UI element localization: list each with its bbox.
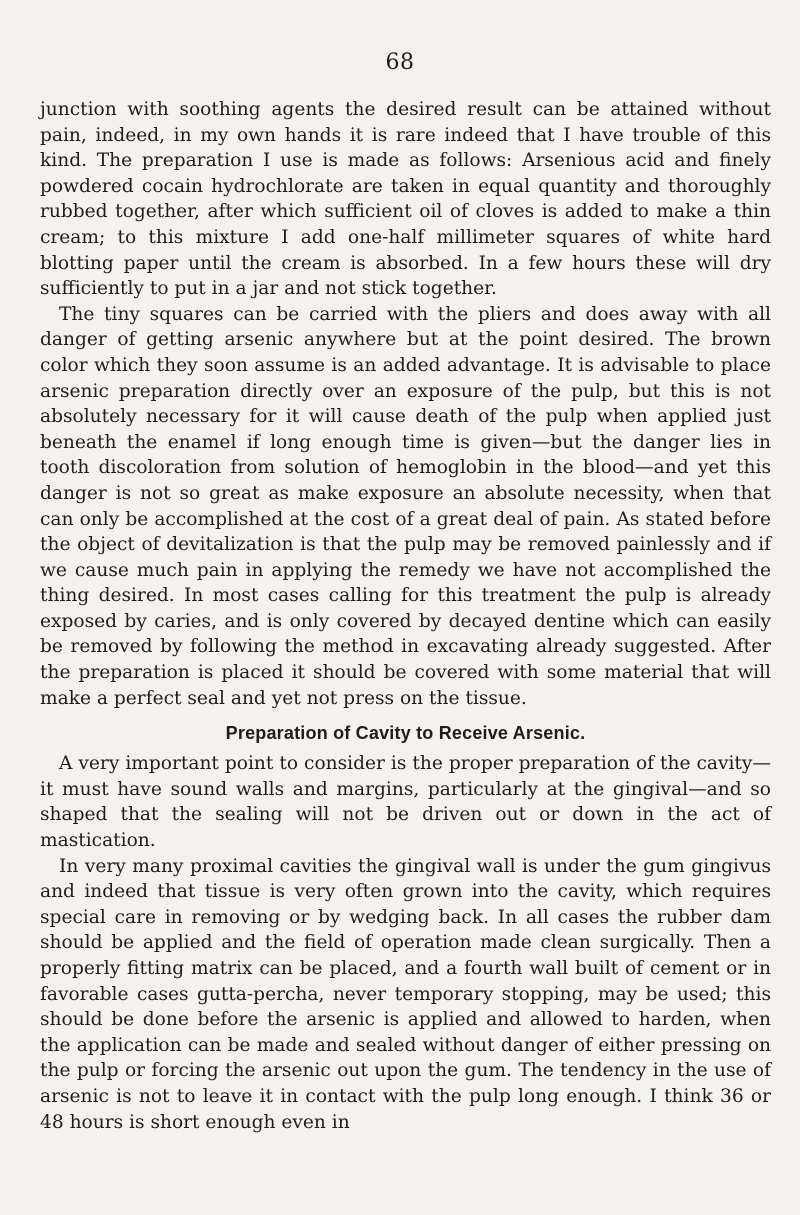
paragraph: A very important point to consider is the proper preparation of the cavity—it must have sound walls and margins, particularly at the gingival—and so shaped that the sealing will not be driven out or down in the act of mastication.	[40, 753, 771, 852]
paragraph: junction with soothing agents the desired result can be attained without pain, indeed, in my own hands it is rare indeed that I have trouble of this kind. The preparation I use is made as follows: Arsenious acid and finely powdered cocain hydrochlorate are taken in equal quantity and thoroughly rubbed together, after which sufficient oil of cloves is added to make a thin cream; to this mixture I add one-half millimeter squares of white hard blotting paper until the cream is absorbed. In a few hours these will dry sufficiently to put in a jar and not stick together.	[40, 99, 771, 300]
paragraph: In very many proximal cavities the gingival wall is under the gum gingivus and indeed that tissue is very often grown into the cavity, which requires special care in removing or by wedging back. In all cases the rubber dam should be applied and the field of operation made clean surgically. Then a properly fitting matrix can be placed, and a fourth wall built of cement or in favorable cases gutta-percha, never temporary stopping, may be used; this should be done before the arsenic is applied and allowed to harden, when the application can be made and sealed without danger of either pressing on the pulp or forcing the arsenic out upon the gum. The tendency in the use of arsenic is not to leave it in contact with the pulp long enough. I think 36 or 48 hours is short enough even in	[40, 855, 771, 1133]
section-heading: Preparation of Cavity to Receive Arsenic.	[225, 723, 586, 744]
paragraph: The tiny squares can be carried with the pliers and does away with all danger of getting arsenic anywhere but at the point desired. The brown color which they soon assume is an added advantage. It is advisable to place arsenic preparation directly over an exposure of the pulp, but this is not absolutely necessary for it will cause death of the pulp when applied just beneath the enamel if long enough time is given—but the danger lies in tooth discoloration from solution of hemoglobin in the blood—and yet this danger is not so great as make exposure an absolute necessity, when that can only be accomplished at the cost of a great deal of pain. As stated before the object of devitalization is that the pulp may be removed painlessly and if we cause much pain in applying the remedy we have not accomplished the thing desired. In most cases calling for this treatment the pulp is already exposed by caries, and is only covered by decayed dentine which can easily be removed by following the method in excavating already suggested. After the preparation is placed it should be covered with some material that will make a perfect seal and yet not press on the tissue.	[40, 303, 771, 709]
page-number: 68	[385, 50, 415, 75]
body-text	[40, 97, 771, 1135]
